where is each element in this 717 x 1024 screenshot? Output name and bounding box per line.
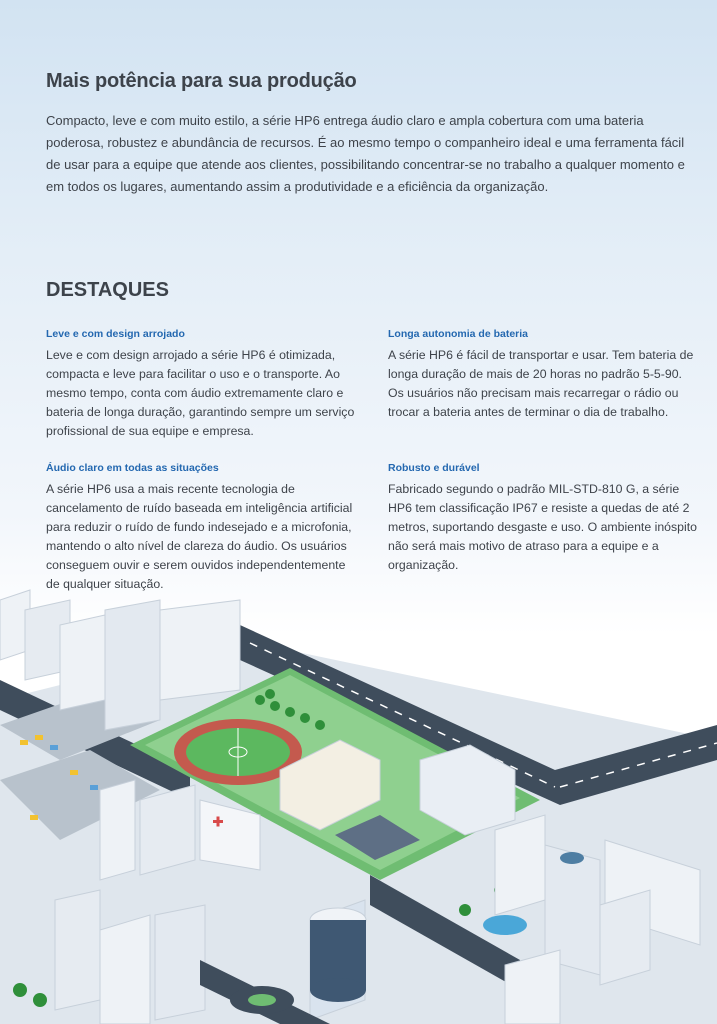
feature-title: Áudio claro em todas as situações bbox=[46, 462, 219, 474]
page-title: Mais potência para sua produção bbox=[46, 70, 357, 92]
feature-text: Leve e com design arrojado a série HP6 é otimizada, compacta e leve para facilitar o uso e o transporte. Ao mesmo tempo, conta com áudio extremamente claro e bateria de longa duração, garantindo sempre um serviço profissional de sua equipe e empresa. bbox=[46, 348, 355, 438]
highlights-title: DESTAQUES bbox=[46, 279, 169, 301]
feature-clear-audio bbox=[46, 462, 358, 594]
feature-text: A série HP6 usa a mais recente tecnologia de cancelamento de ruído baseada em inteligência artificial para reduzir o ruído de fundo indesejado e a microfonia, mantendo o alto nível de clareza do áudio. Os usuários conseguem ouvir e serem ouvidos independentemente de qualquer situação. bbox=[46, 482, 353, 591]
intro-paragraph: Compacto, leve e com muito estilo, a série HP6 entrega áudio claro e ampla cobertura com uma bateria poderosa, robustez e abundância de recursos. É ao mesmo tempo o companheiro ideal e uma ferramenta fácil de usar para a equipe que atende aos clientes, possibilitando concentrar-se no trabalho a qualquer momento e em todos os lugares, aumentando assim a produtividade e a eficiência da organização. bbox=[46, 113, 685, 194]
feature-text: A série HP6 é fácil de transportar e usar. Tem bateria de longa duração de mais de 20 horas no padrão 5-5-90. Os usuários não precisam mais recarregar o rádio ou trocar a bateria antes de terminar o dia de trabalho. bbox=[388, 348, 694, 419]
feature-rugged bbox=[388, 462, 700, 575]
feature-title: Longa autonomia de bateria bbox=[388, 328, 529, 340]
feature-text: Fabricado segundo o padrão MIL-STD-810 G, a série HP6 tem classificação IP67 e resiste a quedas de até 2 metros, suportando desgaste e uso. O ambiente inóspito não será mais motivo de atraso para a equipe e a organização. bbox=[388, 482, 697, 572]
feature-battery-life bbox=[388, 328, 700, 422]
feature-title: Robusto e durável bbox=[388, 462, 480, 474]
isometric-city-illustration bbox=[0, 580, 717, 1024]
feature-title: Leve e com design arrojado bbox=[46, 328, 185, 340]
feature-lightweight-design bbox=[46, 328, 358, 441]
